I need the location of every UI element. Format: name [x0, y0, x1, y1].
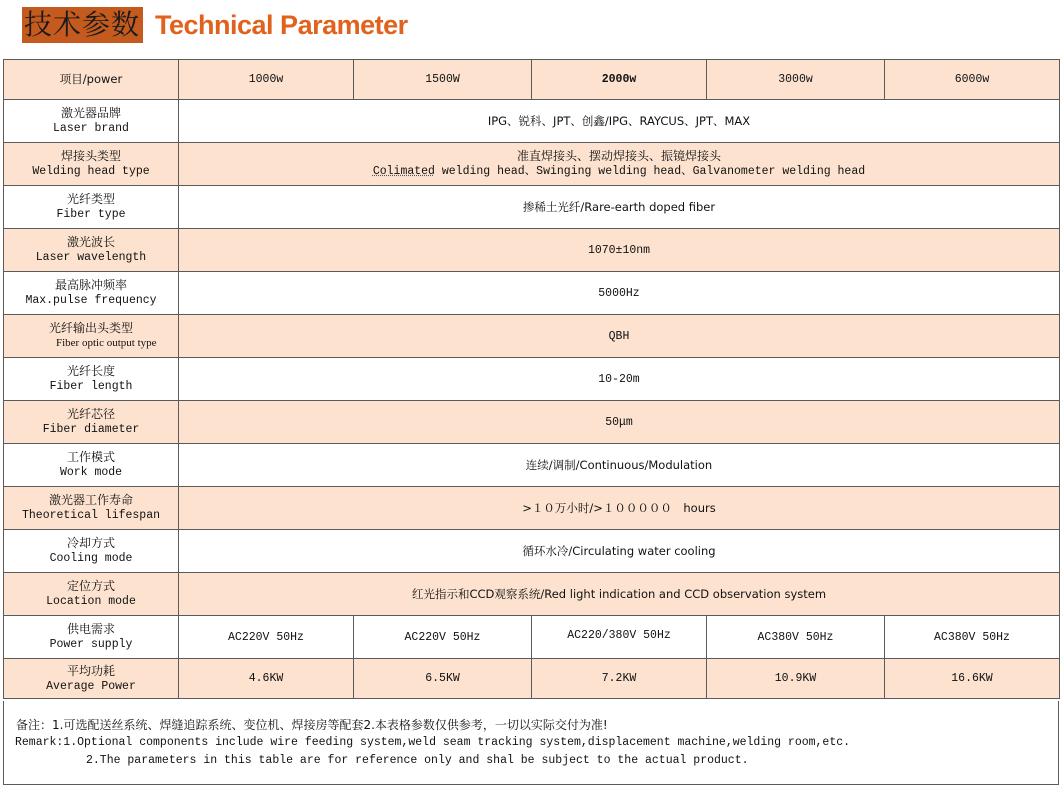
title-bar [22, 6, 408, 44]
avg-power-3000w: 10.9KW [707, 659, 885, 699]
label-en: Fiber type [56, 208, 126, 221]
label-zh: 激光器品牌 [60, 106, 121, 120]
label-power-supply [4, 616, 179, 659]
remark-english-1: Remark:1.Optional components include wire feeding system,weld seam tracking system,displacement machine,welding room,etc. [15, 736, 851, 749]
header-power-3000w: 3000w [707, 60, 885, 100]
value-fiber-length: 10-20m [179, 358, 1060, 401]
value-fiber-type: 掺稀土光纤/Rare-earth doped fiber [179, 186, 1060, 229]
row-work-mode [4, 444, 1060, 487]
label-fiber-type [4, 186, 179, 229]
row-pulse-frequency [4, 272, 1060, 315]
label-fiber-diameter [4, 401, 179, 444]
power-supply-2000w: AC220/380V 50Hz [532, 616, 707, 659]
welding-head-cn: 准直焊接头、摆动焊接头、振镜焊接头 [516, 149, 721, 163]
header-power-2000w: 2000w [532, 60, 707, 100]
label-zh: 冷却方式 [66, 536, 115, 550]
label-work-mode [4, 444, 179, 487]
power-supply-1000w: AC220V 50Hz [179, 616, 354, 659]
header-label: 项目/power [4, 60, 179, 100]
label-laser-brand [4, 100, 179, 143]
header-power-1500w: 1500W [354, 60, 532, 100]
header-power-6000w: 6000w [885, 60, 1060, 100]
value-fiber-diameter: 50μm [179, 401, 1060, 444]
row-welding-head [4, 143, 1060, 186]
label-en: Welding head type [32, 165, 150, 178]
power-supply-1500w: AC220V 50Hz [354, 616, 532, 659]
label-zh: 光纤芯径 [66, 407, 115, 421]
label-en: Cooling mode [49, 552, 133, 565]
value-cooling-mode: 循环水冷/Circulating water cooling [179, 530, 1060, 573]
label-zh: 激光波长 [66, 235, 115, 249]
label-en: Fiber diameter [42, 423, 140, 436]
remark-chinese: 备注：1.可选配送丝系统、焊缝追踪系统、变位机、焊接房等配套2.本表格参数仅供参考，一切以实际交付为准! [16, 718, 608, 732]
label-average-power [4, 659, 179, 699]
label-fiber-length [4, 358, 179, 401]
value-work-mode: 连续/调制/Continuous/Modulation [179, 444, 1060, 487]
label-en: Power supply [49, 638, 133, 651]
row-fiber-diameter [4, 401, 1060, 444]
label-zh: 激光器工作寿命 [48, 493, 133, 507]
welding-head-en-rest: welding head、Swinging welding head、Galvanometer welding head [434, 165, 866, 178]
label-wavelength [4, 229, 179, 272]
label-zh: 焊接头类型 [60, 149, 121, 163]
avg-power-6000w: 16.6KW [885, 659, 1060, 699]
value-pulse-frequency: 5000Hz [179, 272, 1060, 315]
row-fiber-length [4, 358, 1060, 401]
label-en: Fiber length [49, 380, 133, 393]
value-lifespan: >１０万小时/>１０００００ hours [179, 487, 1060, 530]
label-pulse-frequency [4, 272, 179, 315]
label-en: Location mode [46, 595, 136, 608]
header-row [4, 60, 1060, 100]
label-zh: 定位方式 [66, 579, 115, 593]
label-en: Max.pulse frequency [25, 294, 157, 307]
label-en: Laser wavelength [35, 251, 147, 264]
row-wavelength [4, 229, 1060, 272]
row-average-power [4, 659, 1060, 699]
label-zh: 光纤长度 [66, 364, 115, 378]
label-cooling-mode [4, 530, 179, 573]
welding-head-en-first-word: Colimated [372, 165, 435, 178]
label-zh: 最高脉冲频率 [54, 278, 127, 292]
value-location-mode: 红光指示和CCD观察系统/Red light indication and CCD observation system [179, 573, 1060, 616]
row-fiber-type [4, 186, 1060, 229]
label-en: Fiber optic output type [56, 337, 157, 349]
header-power-1000w: 1000w [179, 60, 354, 100]
row-lifespan [4, 487, 1060, 530]
label-en: Work mode [59, 466, 123, 479]
label-en: Average Power [46, 679, 136, 693]
avg-power-1500w: 6.5KW [354, 659, 532, 699]
row-output-head [4, 315, 1060, 358]
label-zh: 工作模式 [66, 450, 115, 464]
label-zh: 光纤输出头类型 [48, 321, 133, 335]
welding-head-en [179, 164, 1059, 179]
spec-table [3, 59, 1060, 699]
label-welding-head [4, 143, 179, 186]
row-location-mode [4, 573, 1060, 616]
title-chinese: 技术参数 [22, 7, 143, 43]
label-en: Theoretical lifespan [21, 509, 161, 522]
label-zh: 平均功耗 [66, 663, 115, 678]
avg-power-1000w: 4.6KW [179, 659, 354, 699]
value-output-head: QBH [179, 315, 1060, 358]
row-laser-brand [4, 100, 1060, 143]
value-laser-brand: IPG、锐科、JPT、创鑫/IPG、RAYCUS、JPT、MAX [179, 100, 1060, 143]
value-welding-head [179, 143, 1060, 186]
title-english: Technical Parameter [155, 9, 408, 40]
power-supply-3000w: AC380V 50Hz [707, 616, 885, 659]
label-output-head [4, 315, 179, 358]
row-cooling-mode [4, 530, 1060, 573]
avg-power-2000w: 7.2KW [532, 659, 707, 699]
label-zh: 供电需求 [66, 622, 115, 636]
label-zh: 光纤类型 [66, 192, 115, 206]
label-location-mode [4, 573, 179, 616]
value-wavelength: 1070±10nm [179, 229, 1060, 272]
remark-english-2: 2.The parameters in this table are for reference only and shal be subject to the actual product. [86, 754, 749, 767]
label-en: Laser brand [53, 122, 129, 135]
power-supply-6000w: AC380V 50Hz [885, 616, 1060, 659]
row-power-supply [4, 616, 1060, 659]
label-lifespan [4, 487, 179, 530]
remarks-box [3, 701, 1059, 785]
